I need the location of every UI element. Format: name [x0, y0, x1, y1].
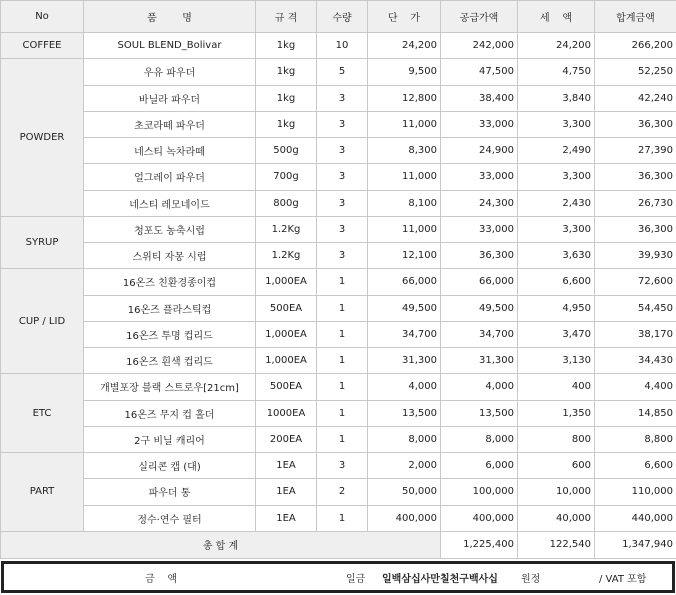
- header-total: 합계금액: [595, 1, 676, 33]
- item-unit-price: 13,500: [368, 400, 441, 426]
- amount-box: [1, 561, 675, 593]
- table-row: [1, 190, 676, 216]
- table-row: [1, 505, 676, 531]
- table-row: [1, 164, 676, 190]
- category-cell: COFFEE: [1, 33, 84, 59]
- table-row: [1, 295, 676, 321]
- item-supply: 8,000: [441, 426, 518, 452]
- item-qty: 10: [317, 33, 368, 59]
- table-row: [1, 85, 676, 111]
- item-spec: 1EA: [256, 453, 317, 479]
- item-qty: 3: [317, 164, 368, 190]
- category-cell: ETC: [1, 374, 84, 453]
- item-total: 36,300: [595, 216, 676, 242]
- item-name: 얼그레이 파우더: [84, 164, 256, 190]
- category-cell: CUP / LID: [1, 269, 84, 374]
- item-name: 초코라떼 파우더: [84, 111, 256, 137]
- item-supply: 47,500: [441, 59, 518, 85]
- item-spec: 500g: [256, 138, 317, 164]
- item-name: 스위티 자몽 시럽: [84, 243, 256, 269]
- item-tax: 3,840: [518, 85, 595, 111]
- item-spec: 1,000EA: [256, 269, 317, 295]
- header-qty: 수량: [317, 1, 368, 33]
- item-unit-price: 12,100: [368, 243, 441, 269]
- header-tax: 세 액: [518, 1, 595, 33]
- item-tax: 400: [518, 374, 595, 400]
- item-unit-price: 49,500: [368, 295, 441, 321]
- amount-label: 금 액: [145, 573, 178, 585]
- item-total: 39,930: [595, 243, 676, 269]
- item-tax: 6,600: [518, 269, 595, 295]
- item-total: 4,400: [595, 374, 676, 400]
- item-name: 네스티 레모네이드: [84, 190, 256, 216]
- header-unit-price: 단 가: [368, 1, 441, 33]
- category-cell: PART: [1, 453, 84, 532]
- grand-total-tax: 122,540: [518, 531, 595, 558]
- item-tax: 1,350: [518, 400, 595, 426]
- item-supply: 24,300: [441, 190, 518, 216]
- item-tax: 10,000: [518, 479, 595, 505]
- item-tax: 3,630: [518, 243, 595, 269]
- amount-suffix: 원정: [521, 573, 541, 585]
- item-qty: 1: [317, 374, 368, 400]
- item-total: 26,730: [595, 190, 676, 216]
- item-tax: 3,300: [518, 164, 595, 190]
- item-total: 6,600: [595, 453, 676, 479]
- item-qty: 1: [317, 295, 368, 321]
- item-unit-price: 8,000: [368, 426, 441, 452]
- item-qty: 1: [317, 321, 368, 347]
- item-name: 실리콘 캡 (대): [84, 453, 256, 479]
- grand-total-label: 총 합 계: [1, 531, 441, 558]
- header-item: 품 명: [84, 1, 256, 33]
- header-no: No: [1, 1, 84, 33]
- item-name: 우유 파우더: [84, 59, 256, 85]
- item-name: 바닐라 파우더: [84, 85, 256, 111]
- item-total: 266,200: [595, 33, 676, 59]
- item-unit-price: 24,200: [368, 33, 441, 59]
- item-spec: 1.2Kg: [256, 243, 317, 269]
- item-total: 14,850: [595, 400, 676, 426]
- table-row: [1, 321, 676, 347]
- item-total: 54,450: [595, 295, 676, 321]
- item-total: 52,250: [595, 59, 676, 85]
- item-name: 네스티 녹차라떼: [84, 138, 256, 164]
- table-row: [1, 348, 676, 374]
- item-tax: 40,000: [518, 505, 595, 531]
- item-supply: 100,000: [441, 479, 518, 505]
- amount-prefix: 일금: [346, 573, 366, 585]
- item-total: 42,240: [595, 85, 676, 111]
- table-row: [1, 269, 676, 295]
- item-name: 16온즈 무지 컵 홀더: [84, 400, 256, 426]
- item-name: 16온즈 플라스틱컵: [84, 295, 256, 321]
- header-row: [1, 1, 676, 33]
- table-row: [1, 111, 676, 137]
- category-cell: SYRUP: [1, 216, 84, 269]
- item-spec: 1,000EA: [256, 321, 317, 347]
- item-supply: 13,500: [441, 400, 518, 426]
- item-total: 36,300: [595, 164, 676, 190]
- item-unit-price: 50,000: [368, 479, 441, 505]
- item-spec: 1kg: [256, 111, 317, 137]
- item-supply: 33,000: [441, 111, 518, 137]
- header-spec: 규 격: [256, 1, 317, 33]
- table-row: [1, 400, 676, 426]
- item-qty: 5: [317, 59, 368, 85]
- item-spec: 1EA: [256, 479, 317, 505]
- item-name: 정수·연수 필터: [84, 505, 256, 531]
- item-total: 440,000: [595, 505, 676, 531]
- item-supply: 4,000: [441, 374, 518, 400]
- item-tax: 2,490: [518, 138, 595, 164]
- item-qty: 2: [317, 479, 368, 505]
- table-row: [1, 453, 676, 479]
- table-row: [1, 374, 676, 400]
- item-total: 110,000: [595, 479, 676, 505]
- item-spec: 1,000EA: [256, 348, 317, 374]
- item-spec: 200EA: [256, 426, 317, 452]
- item-name: 16온즈 흰색 컵리드: [84, 348, 256, 374]
- item-qty: 3: [317, 190, 368, 216]
- item-spec: 1kg: [256, 85, 317, 111]
- item-total: 8,800: [595, 426, 676, 452]
- item-unit-price: 31,300: [368, 348, 441, 374]
- item-qty: 3: [317, 111, 368, 137]
- table-row: [1, 479, 676, 505]
- item-unit-price: 11,000: [368, 164, 441, 190]
- item-supply: 242,000: [441, 33, 518, 59]
- vat-note: / VAT 포함: [599, 573, 647, 585]
- item-supply: 24,900: [441, 138, 518, 164]
- table-row: [1, 33, 676, 59]
- item-total: 36,300: [595, 111, 676, 137]
- item-supply: 49,500: [441, 295, 518, 321]
- grand-total-row: [1, 531, 676, 558]
- item-supply: 31,300: [441, 348, 518, 374]
- item-supply: 38,400: [441, 85, 518, 111]
- table-row: [1, 243, 676, 269]
- category-cell: POWDER: [1, 59, 84, 217]
- item-qty: 1: [317, 269, 368, 295]
- item-unit-price: 8,100: [368, 190, 441, 216]
- table-row: [1, 216, 676, 242]
- item-supply: 66,000: [441, 269, 518, 295]
- grand-total-amount: 1,347,940: [595, 531, 676, 558]
- item-spec: 500EA: [256, 374, 317, 400]
- item-tax: 4,750: [518, 59, 595, 85]
- item-tax: 3,300: [518, 216, 595, 242]
- item-qty: 3: [317, 85, 368, 111]
- item-supply: 6,000: [441, 453, 518, 479]
- item-spec: 700g: [256, 164, 317, 190]
- item-supply: 33,000: [441, 216, 518, 242]
- table-row: [1, 138, 676, 164]
- table-row: [1, 59, 676, 85]
- item-supply: 400,000: [441, 505, 518, 531]
- item-unit-price: 34,700: [368, 321, 441, 347]
- item-total: 34,430: [595, 348, 676, 374]
- item-spec: 1kg: [256, 33, 317, 59]
- item-name: SOUL BLEND_Bolivar: [84, 33, 256, 59]
- item-total: 72,600: [595, 269, 676, 295]
- item-tax: 3,130: [518, 348, 595, 374]
- item-unit-price: 400,000: [368, 505, 441, 531]
- grand-total-supply: 1,225,400: [441, 531, 518, 558]
- item-tax: 4,950: [518, 295, 595, 321]
- item-qty: 3: [317, 453, 368, 479]
- item-spec: 1EA: [256, 505, 317, 531]
- item-spec: 500EA: [256, 295, 317, 321]
- item-spec: 1kg: [256, 59, 317, 85]
- item-tax: 3,300: [518, 111, 595, 137]
- item-unit-price: 11,000: [368, 111, 441, 137]
- item-qty: 1: [317, 400, 368, 426]
- item-name: 2구 비닐 캐리어: [84, 426, 256, 452]
- item-tax: 600: [518, 453, 595, 479]
- item-name: 개별포장 블랙 스트로우[21cm]: [84, 374, 256, 400]
- item-unit-price: 2,000: [368, 453, 441, 479]
- item-spec: 1.2Kg: [256, 216, 317, 242]
- item-qty: 1: [317, 505, 368, 531]
- item-qty: 3: [317, 216, 368, 242]
- item-total: 38,170: [595, 321, 676, 347]
- item-tax: 800: [518, 426, 595, 452]
- item-supply: 33,000: [441, 164, 518, 190]
- item-tax: 2,430: [518, 190, 595, 216]
- item-name: 파우더 통: [84, 479, 256, 505]
- item-qty: 1: [317, 426, 368, 452]
- item-qty: 3: [317, 243, 368, 269]
- item-unit-price: 4,000: [368, 374, 441, 400]
- item-name: 16온즈 투명 컵리드: [84, 321, 256, 347]
- item-supply: 34,700: [441, 321, 518, 347]
- table-row: [1, 426, 676, 452]
- item-tax: 3,470: [518, 321, 595, 347]
- item-name: 16온즈 친환경종이컵: [84, 269, 256, 295]
- item-qty: 3: [317, 138, 368, 164]
- header-supply: 공급가액: [441, 1, 518, 33]
- item-supply: 36,300: [441, 243, 518, 269]
- item-unit-price: 11,000: [368, 216, 441, 242]
- item-unit-price: 8,300: [368, 138, 441, 164]
- item-unit-price: 66,000: [368, 269, 441, 295]
- item-unit-price: 9,500: [368, 59, 441, 85]
- item-tax: 24,200: [518, 33, 595, 59]
- item-name: 청포도 농축시럽: [84, 216, 256, 242]
- item-total: 27,390: [595, 138, 676, 164]
- item-qty: 1: [317, 348, 368, 374]
- amount-in-words: 일백삼십사만칠천구백사십: [382, 573, 498, 585]
- item-spec: 800g: [256, 190, 317, 216]
- item-spec: 1000EA: [256, 400, 317, 426]
- item-unit-price: 12,800: [368, 85, 441, 111]
